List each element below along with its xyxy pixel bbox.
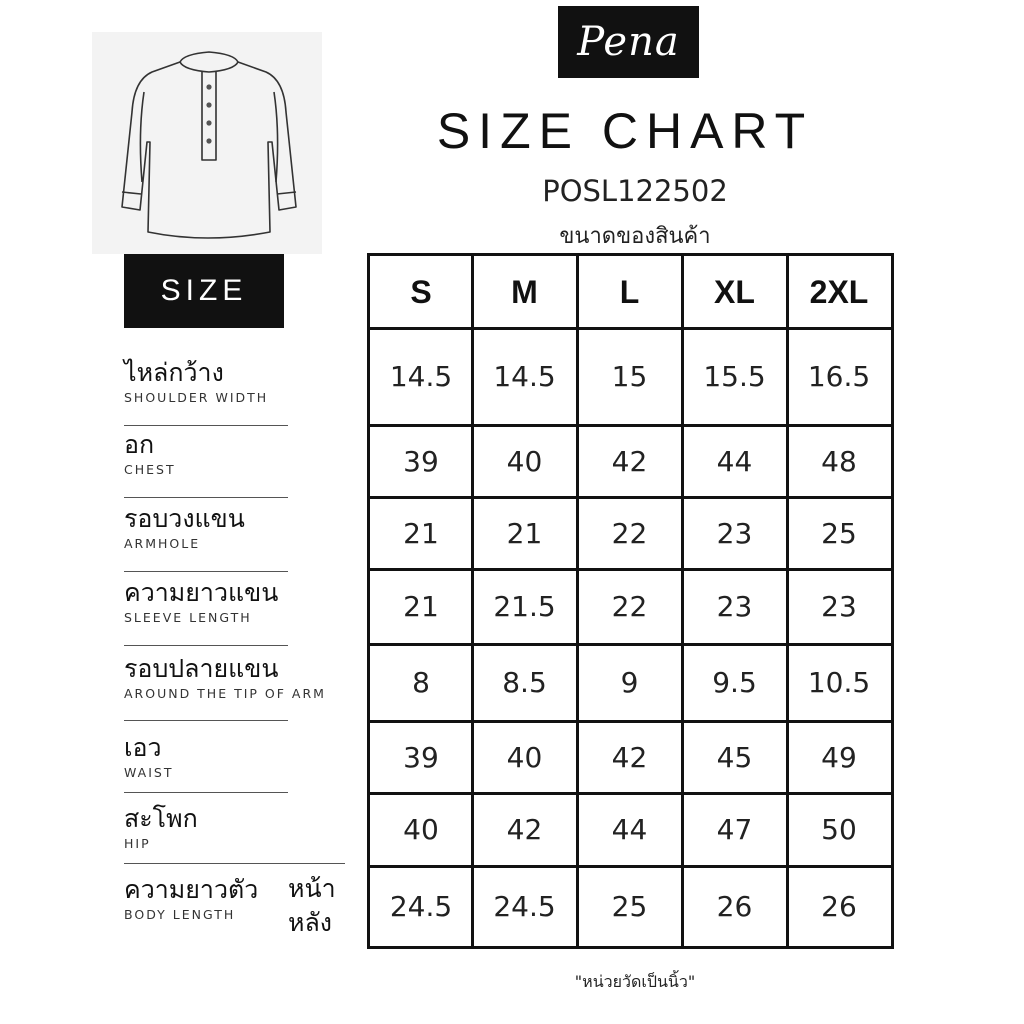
- brand-logo: [558, 6, 699, 78]
- table-cell: 8.5: [502, 666, 547, 699]
- table-cell: 21: [506, 516, 543, 550]
- table-cell: 47: [716, 813, 753, 846]
- row-label-th: สะโพก: [124, 804, 198, 833]
- table-cell: 21: [403, 590, 439, 623]
- row-label-th: ไหล่กว้าง: [124, 358, 224, 387]
- table-cell: 21.5: [493, 590, 556, 623]
- size-header-m: M: [511, 273, 538, 310]
- row-label-arm-tip: [124, 654, 324, 702]
- size-header-xl: XL: [714, 273, 755, 310]
- size-header-s: S: [410, 273, 432, 310]
- divider: [124, 863, 345, 864]
- shirt-sketch-image: [92, 32, 322, 254]
- row-label-th: รอบปลายแขน: [124, 654, 279, 683]
- size-header-l: L: [619, 273, 640, 310]
- row-label-shoulder: [124, 358, 324, 406]
- table-cell: 9.5: [712, 666, 757, 699]
- size-table: [367, 253, 894, 949]
- table-cell: 25: [821, 516, 857, 550]
- row-label-th: ความยาวแขน: [124, 578, 279, 607]
- table-cell: 48: [821, 444, 857, 478]
- size-badge: SIZE: [124, 254, 284, 328]
- table-cell: 15: [611, 360, 648, 393]
- page-subtitle: ขนาดของสินค้า: [559, 224, 711, 249]
- divider: [124, 425, 288, 426]
- divider: [124, 497, 288, 498]
- table-cell: 50: [821, 813, 857, 846]
- table-cell: 44: [611, 813, 648, 846]
- table-cell: 14.5: [389, 360, 453, 393]
- row-label-en: AROUND THE TIP OF ARM: [124, 686, 326, 701]
- row-label-hip: [124, 804, 324, 852]
- brand-name: Pena: [577, 19, 680, 65]
- divider: [124, 720, 288, 721]
- table-cell: 44: [716, 444, 753, 478]
- table-cell: 10.5: [807, 666, 871, 699]
- row-label-en: SLEEVE LENGTH: [124, 610, 252, 625]
- table-cell: 26: [821, 889, 857, 923]
- row-label-en: ARMHOLE: [124, 536, 201, 551]
- row-label-th: ความยาวตัว: [124, 875, 259, 904]
- table-cell: 23: [821, 590, 857, 623]
- table-cell: 39: [403, 444, 439, 478]
- table-cell: 49: [821, 740, 857, 774]
- table-cell: 40: [506, 444, 543, 478]
- table-cell: 26: [716, 889, 753, 923]
- table-cell: 23: [716, 516, 753, 550]
- table-cell: 23: [716, 590, 753, 623]
- divider: [124, 792, 288, 793]
- table-cell: 25: [611, 889, 648, 923]
- row-label-en: WAIST: [124, 765, 174, 780]
- table-cell: 42: [611, 740, 648, 774]
- row-label-chest: [124, 430, 324, 478]
- row-label-waist: [124, 733, 324, 781]
- divider: [124, 645, 288, 646]
- table-cell: 9: [620, 666, 639, 699]
- table-cell: 8: [412, 666, 430, 699]
- row-label-th: รอบวงแขน: [124, 504, 245, 533]
- table-cell: 21: [403, 516, 439, 550]
- unit-note: "หน่วยวัดเป็นนิ้ว": [574, 972, 696, 991]
- product-code: POSL122502: [542, 174, 728, 208]
- table-cell: 14.5: [493, 360, 556, 393]
- table-cell: 40: [506, 740, 543, 774]
- table-cell: 45: [716, 740, 753, 774]
- body-length-front-label: หน้า: [288, 874, 336, 903]
- body-length-back-label: หลัง: [288, 908, 333, 937]
- size-header-2xl: 2XL: [809, 273, 869, 310]
- row-label-armhole: [124, 504, 324, 552]
- row-label-en: SHOULDER WIDTH: [124, 390, 269, 405]
- table-cell: 24.5: [493, 889, 556, 923]
- table-cell: 22: [611, 516, 648, 550]
- table-cell: 16.5: [807, 360, 871, 393]
- table-cell: 15.5: [703, 360, 766, 393]
- table-cell: 42: [611, 444, 648, 478]
- row-label-th: เอว: [124, 733, 162, 762]
- row-label-en: BODY LENGTH: [124, 907, 236, 922]
- table-cell: 39: [403, 740, 439, 774]
- table-cell: 24.5: [389, 889, 453, 923]
- page-title: SIZE CHART: [436, 103, 814, 159]
- table-cell: 42: [506, 813, 543, 846]
- row-label-en: CHEST: [124, 462, 176, 477]
- row-label-en: HIP: [124, 836, 151, 851]
- row-label-sleeve-length: [124, 578, 324, 626]
- table-cell: 22: [611, 590, 648, 623]
- table-cell: 40: [403, 813, 439, 846]
- divider: [124, 571, 288, 572]
- row-label-th: อก: [124, 430, 155, 459]
